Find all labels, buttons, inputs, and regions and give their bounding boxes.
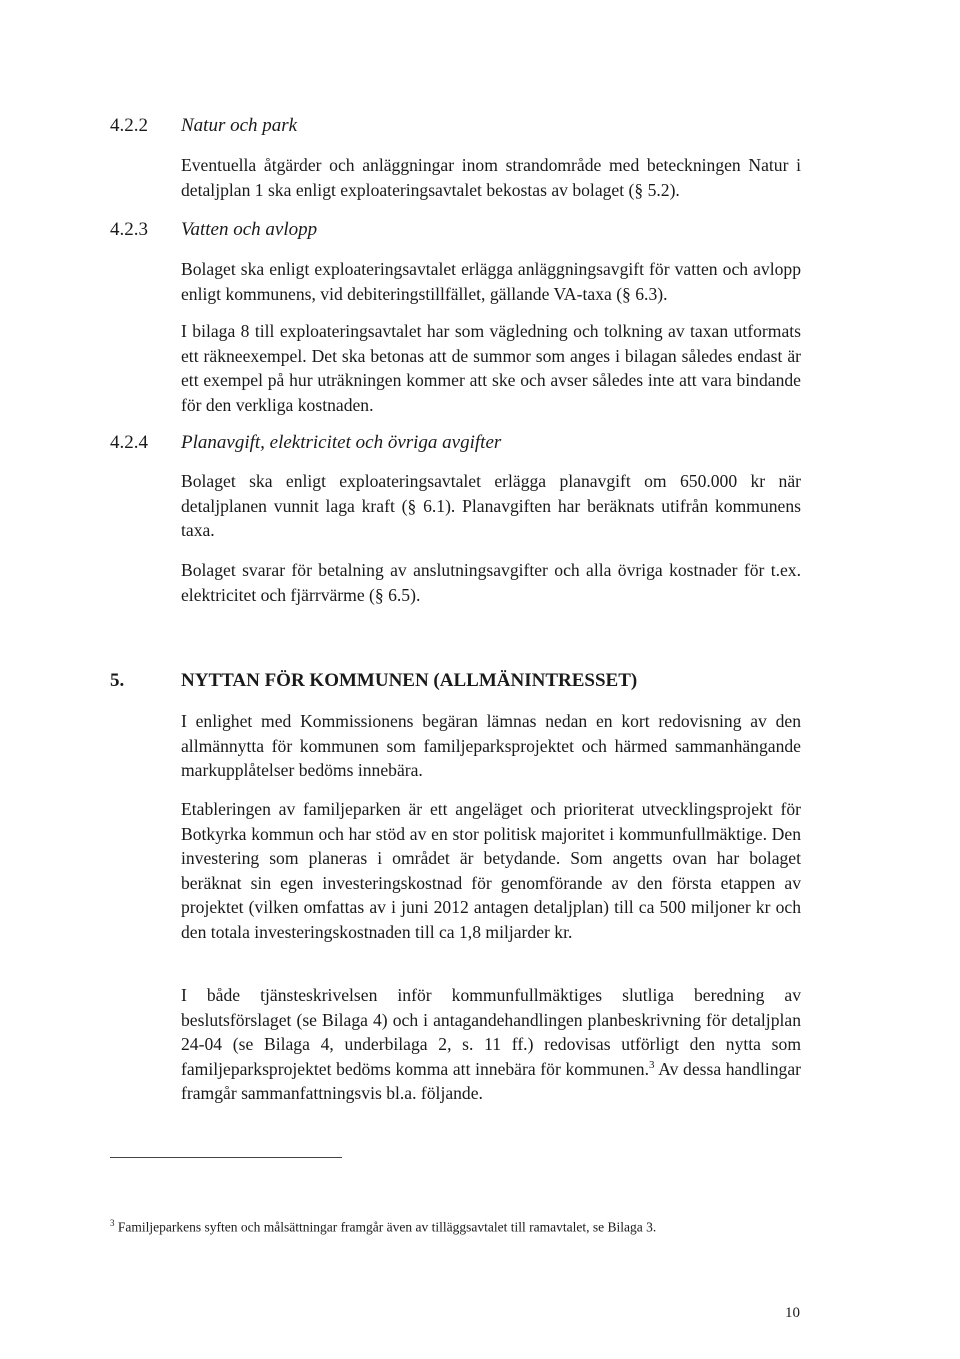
paragraph: Bolaget ska enligt exploateringsavtalet erlägga anläggningsavgift för vatten och avlopp enligt kommunens, vid debiteringstillfället, gällande VA-taxa (§ 6.3).: [181, 259, 801, 304]
footnote: [110, 1218, 656, 1236]
chapter-number: 5.: [110, 670, 125, 691]
paragraph: Bolaget ska enligt exploateringsavtalet erlägga planavgift om 650.000 kr när detaljplanen vunnit laga kraft (§ 6.1). Planavgiften har beräknats utifrån kommunens taxa.: [181, 471, 801, 540]
paragraph: Bolaget svarar för betalning av anslutningsavgifter och alla övriga kostnader för t.ex. elektricitet och fjärrvärme (§ 6.5).: [181, 560, 801, 605]
footnote-reference: 3: [649, 1058, 655, 1071]
paragraph: I bilaga 8 till exploateringsavtalet har som vägledning och tolkning av taxan utformats ett räkneexempel. Det ska betonas att de summor som anges i bilagan således endast är ett exempel på hur uträkningen kommer att ske och avser således inte att vara bindande för den verkliga kostnaden.: [181, 321, 801, 415]
chapter-title: NYTTAN FÖR KOMMUNEN (ALLMÄNINTRESSET): [181, 670, 638, 691]
footnote-text: Familjeparkens syften och målsättningar framgår även av tilläggsavtalet till ramavtalet, se Bilaga 3.: [117, 1219, 657, 1235]
section-number: 4.2.4: [110, 432, 148, 453]
paragraph: Etableringen av familjeparken är ett angeläget och prioriterat utvecklingsprojekt för Botkyrka kommun och har stöd av en stor politisk majoritet i kommunfullmäktige. Den investering som planeras i området är betydande. Som angetts ovan har bolaget beräknat sin egen investeringskostnad för genomförande av den första etappen av projektet (vilken omfattas av i juni 2012 antagen detaljplan) till ca 500 miljoner kr och den totala investeringskostnaden till ca 1,8 miljarder kr.: [181, 799, 801, 942]
footnote-number: 3: [110, 1218, 115, 1228]
section-title: Planavgift, elektricitet och övriga avgifter: [181, 432, 502, 453]
paragraph: [181, 983, 801, 1106]
paragraph: I enlighet med Kommissionens begäran lämnas nedan en kort redovisning av den allmännytta för kommunen som familjeparksprojektet och härmed sammanhängande markupplåtelser bedöms innebära.: [181, 711, 801, 780]
page-number: 10: [785, 1305, 800, 1321]
section-title: Vatten och avlopp: [181, 219, 318, 240]
section-title: Natur och park: [181, 115, 298, 136]
paragraph-text: I både tjänsteskrivelsen inför kommunfullmäktiges slutliga beredning av beslutsförslaget (se Bilaga 4) och i antagandehandlingen planbeskrivning för detaljplan 24-04 (se Bilaga 4, underbilaga 2, s. 11 ff.) redovisas utförligt den nytta som familjeparksprojektet bedöms komma att innebära för kommunen.: [181, 985, 801, 1079]
section-number: 4.2.2: [110, 115, 148, 136]
paragraph-text: Av dessa handlingar framgår sammanfattningsvis bl.a. följande.: [181, 1058, 801, 1103]
section-number: 4.2.3: [110, 219, 148, 240]
footnote-separator: [110, 1157, 342, 1158]
paragraph: Eventuella åtgärder och anläggningar inom strandområde med beteckningen Natur i detaljplan 1 ska enligt exploateringsavtalet bekostas av bolaget (§ 5.2).: [181, 155, 801, 200]
